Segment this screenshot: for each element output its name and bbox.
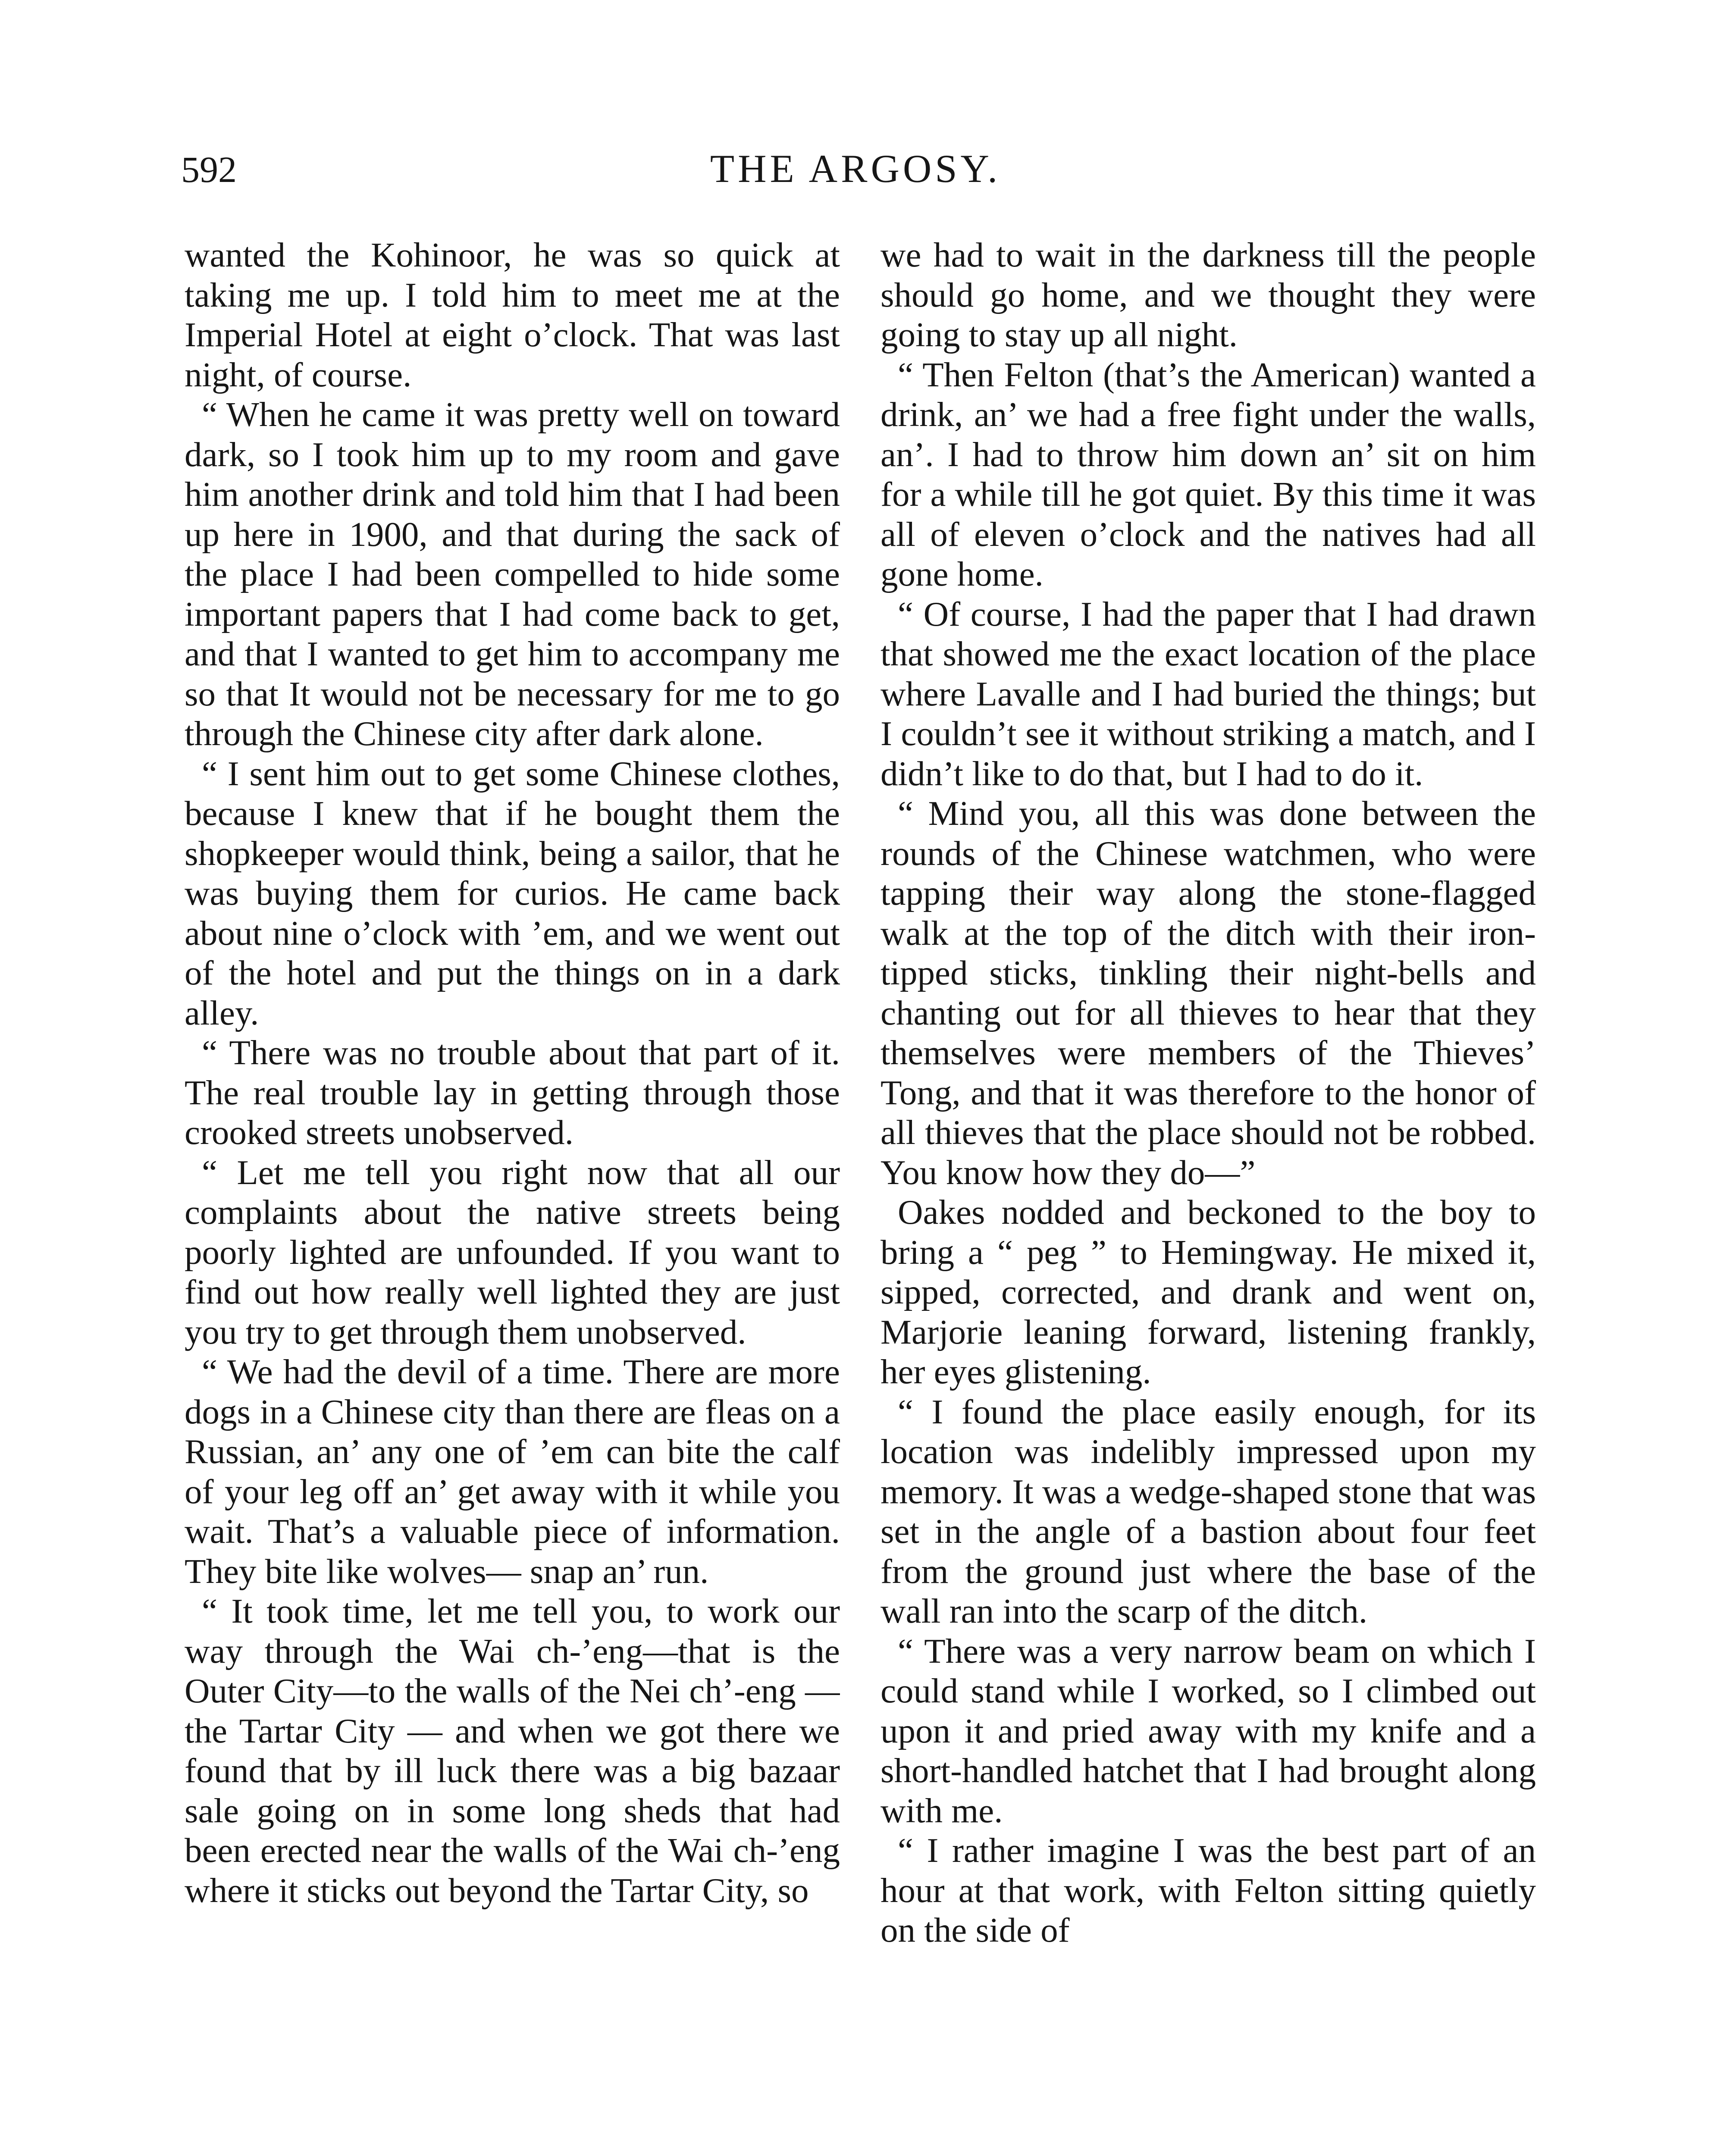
paragraph: “ I rather imagine I was the best part of an hour at that work, with Felton sitting quietly on the side of [881,1831,1536,1949]
paragraph: “ I sent him out to get some Chinese clothes, because I knew that if he bought them the shopkeeper would think, being a sailor, that he was buying them for curios. He came back about nine o’clock with ’em, and we went out of the hotel and put the things on in a dark alley. [185,754,840,1032]
paragraph: “ There was a very narrow beam on which I could stand while I worked, so I climbed out upon it and pried away with my knife and a short-handled hatchet that I had brought along with me. [881,1631,1536,1830]
page-number: 592 [181,149,237,190]
paragraph: “ When he came it was pretty well on toward dark, so I took him up to my room and gave him another drink and told him that I had been up here in 1900, and that during the sack of the place I had been compelled to hide some important papers that I had come back to get, and that I wanted to get him to accompany me so that It would not be necessary for me to go through the Chinese city after dark alone. [185,395,840,753]
paragraph: “ Then Felton (that’s the American) wanted a drink, an’ we had a free fight under the walls, an’. I had to throw him down an’ sit on him for a while till he got quiet. By this time it was all of eleven o’clock and the natives had all gone home. [881,355,1536,593]
text-column-right [881,235,1536,2156]
paragraph: “ Let me tell you right now that all our complaints about the native streets being poorly lighted are unfounded. If you want to find out how really well lighted they are just you try to get through them unobserved. [185,1153,840,1351]
text-column-left [185,235,840,2156]
paragraph: “ Mind you, all this was done between the rounds of the Chinese watchmen, who were tapping their way along the stone-flagged walk at the top of the ditch with their iron-tipped sticks, tinkling their night-bells and chanting out for all thieves to hear that they themselves were members of the Thieves’ Tong, and that it was therefore to the honor of all thieves that the place should not be robbed. You know how they do—” [881,794,1536,1192]
running-head: THE ARGOSY. [710,147,1001,191]
paragraph: “ It took time, let me tell you, to work our way through the Wai ch-’eng—that is the Outer City—to the walls of the Nei ch’-eng — the Tartar City — and when we got there we found that by ill luck there was a big bazaar sale going on in some long sheds that had been erected near the walls of the Wai ch-’eng where it sticks out beyond the Tartar City, so [185,1592,840,1910]
paragraph: Oakes nodded and beckoned to the boy to bring a “ peg ” to Hemingway. He mixed it, sipped, corrected, and drank and went on, Marjorie leaning forward, listening frankly, her eyes glistening. [881,1193,1536,1391]
paragraph: “ I found the place easily enough, for its location was indelibly impressed upon my memory. It was a wedge-shaped stone that was set in the angle of a bastion about four feet from the ground just where the base of the wall ran into the scarp of the ditch. [881,1392,1536,1630]
paragraph: we had to wait in the darkness till the people should go home, and we thought they were going to stay up all night. [881,235,1536,354]
paragraph: wanted the Kohinoor, he was so quick at taking me up. I told him to meet me at the Imperial Hotel at eight o’clock. That was last night, of course. [185,235,840,394]
paragraph: “ We had the devil of a time. There are more dogs in a Chinese city than there are fleas on a Russian, an’ any one of ’em can bite the calf of your leg off an’ get away with it while you wait. That’s a valuable piece of information. They bite like wolves— snap an’ run. [185,1352,840,1591]
paragraph: “ Of course, I had the paper that I had drawn that showed me the exact location of the place where Lavalle and I had buried the things; but I couldn’t see it without striking a match, and I didn’t like to do that, but I had to do it. [881,594,1536,793]
paragraph: “ There was no trouble about that part of it. The real trouble lay in getting through those crooked streets unobserved. [185,1033,840,1152]
